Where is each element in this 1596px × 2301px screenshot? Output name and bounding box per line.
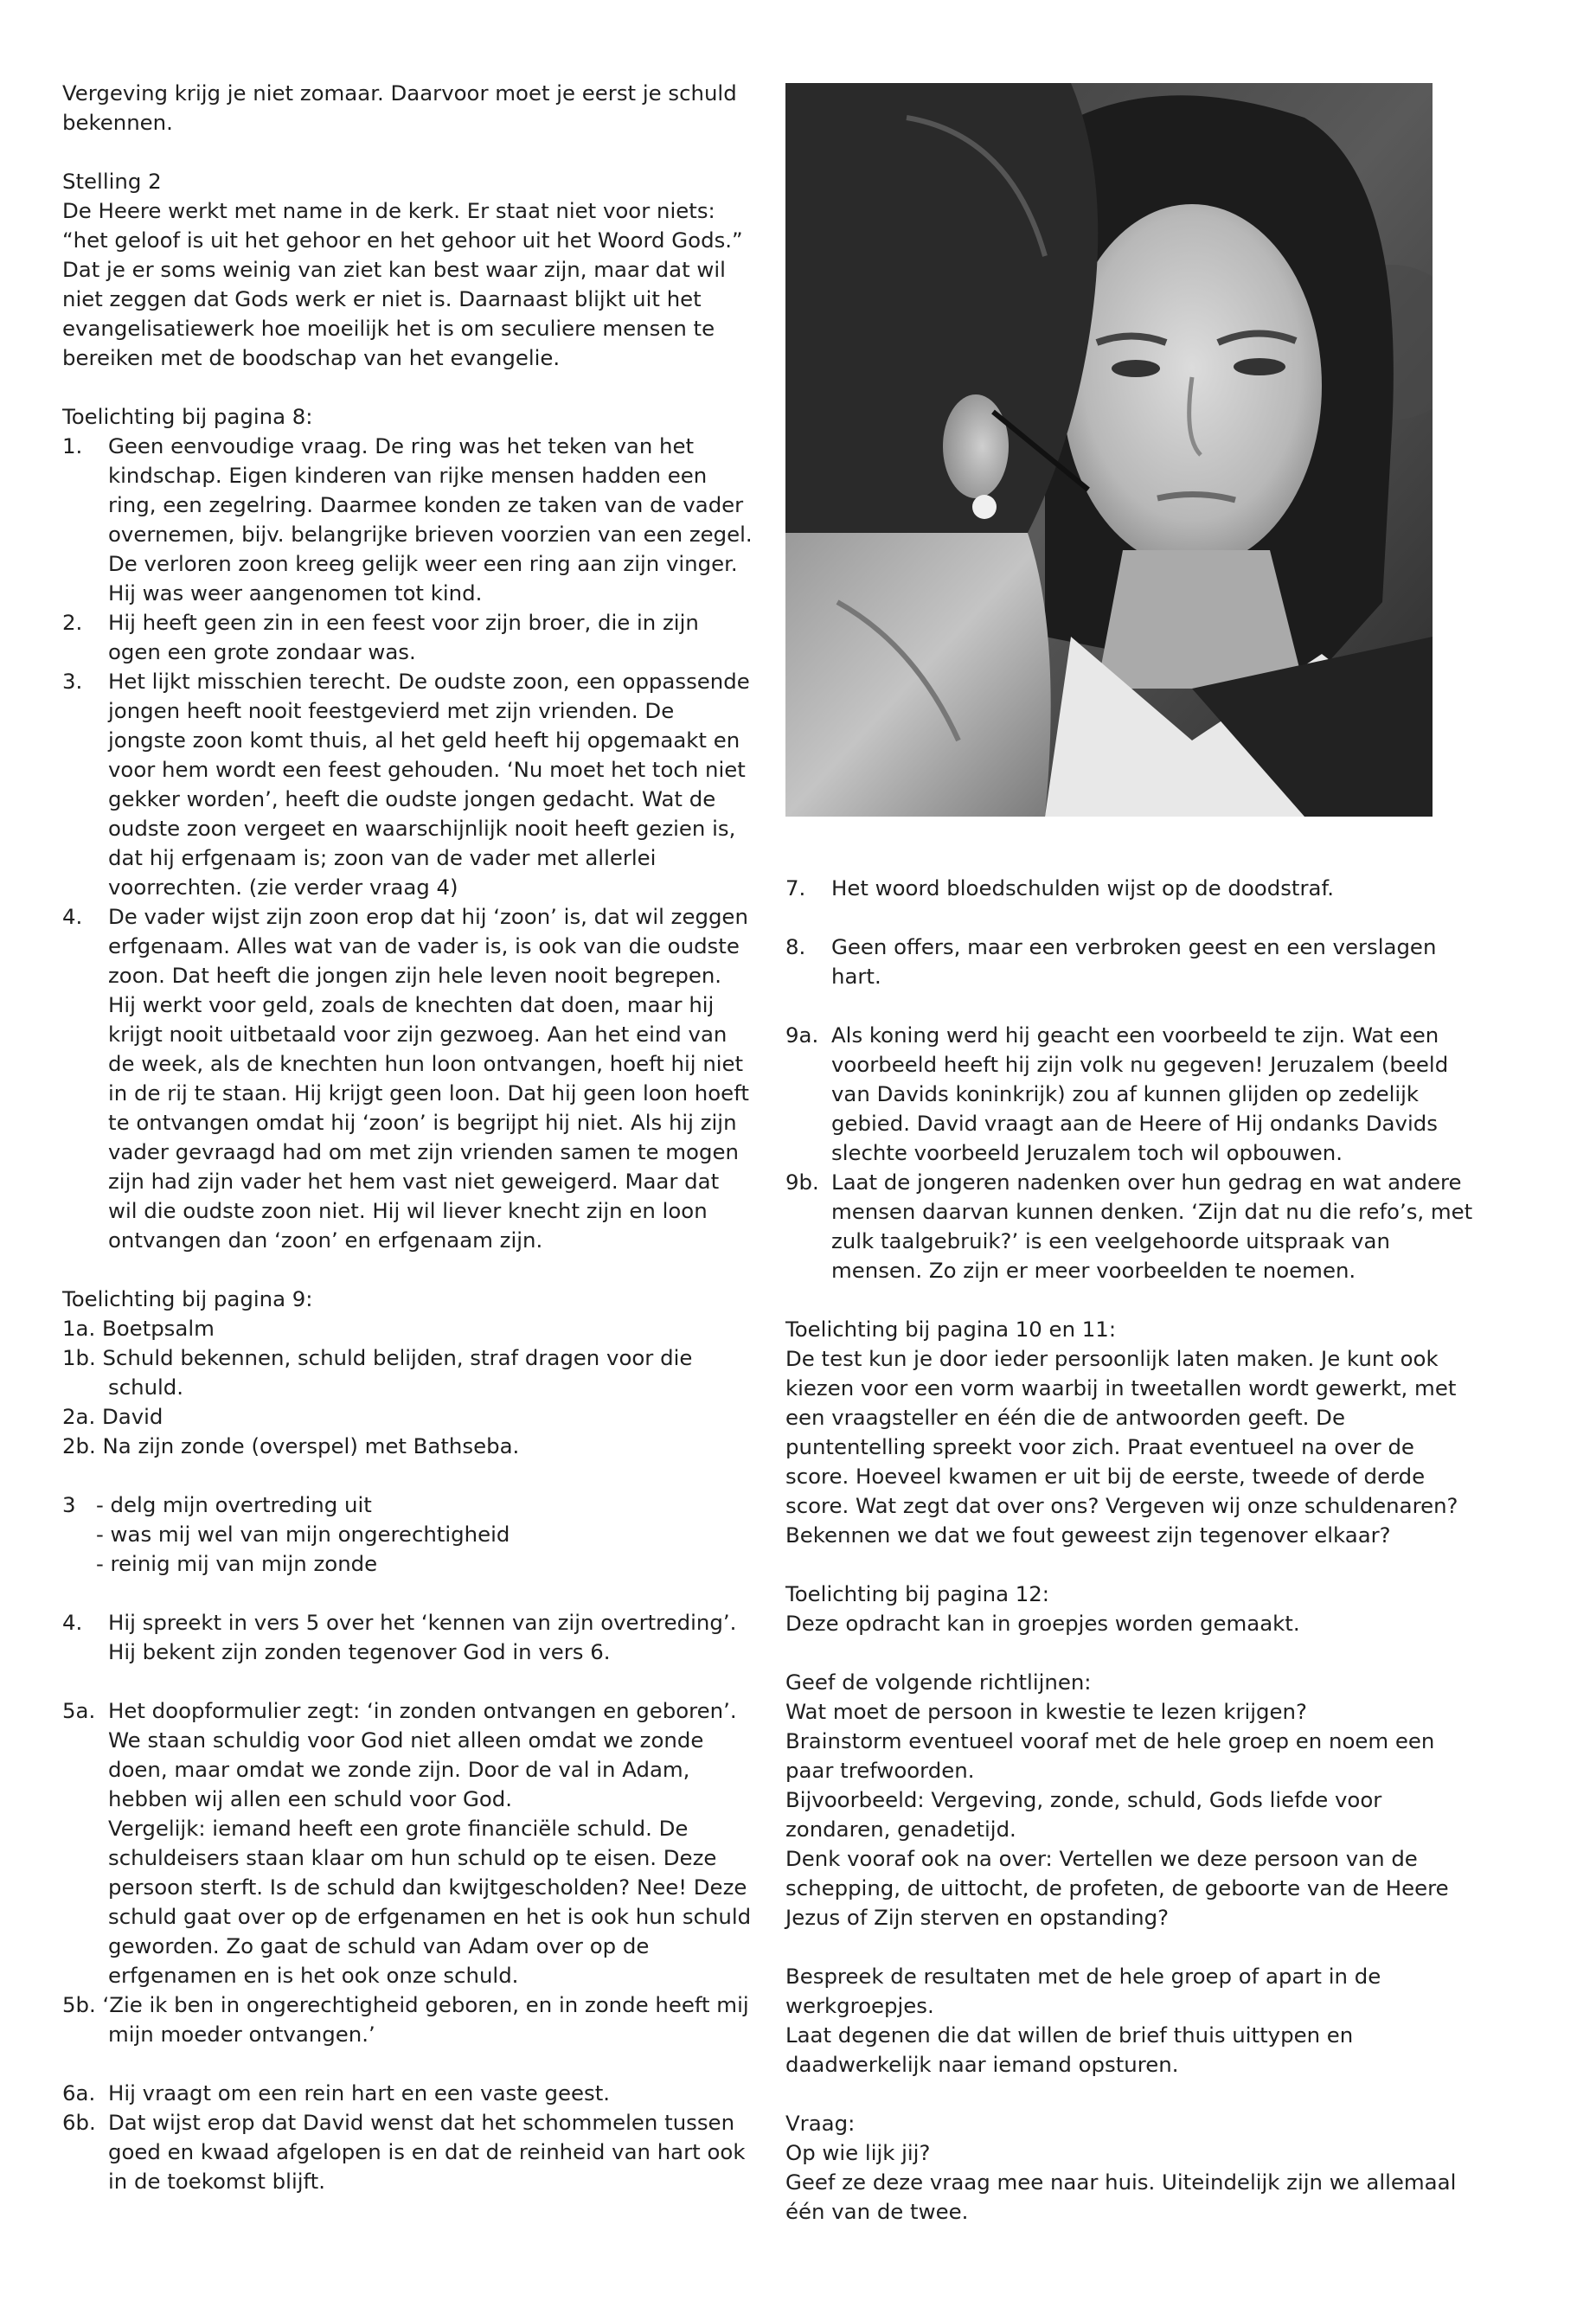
p9-item-6b <box>62 2108 754 2196</box>
item-8 <box>785 933 1477 991</box>
p9-item-6a <box>62 2079 754 2108</box>
vraag-text: Geef ze deze vraag mee naar huis. Uiteindelijk zijn we allemaal één van de twee. <box>785 2170 1457 2224</box>
p9-item-3 <box>62 1490 754 1579</box>
vraag-question: Op wie lijk jij? <box>785 2140 931 2165</box>
laat-text: Laat degenen die dat willen de brief thuis uittypen en daadwerkelijk naar iemand opsturen. <box>785 2022 1354 2077</box>
list-item-text: Geen offers, maar een verbroken geest en een verslagen hart. <box>831 934 1437 989</box>
list-item-number: 4. <box>62 904 83 929</box>
intro-text: Vergeving krijg je niet zomaar. Daarvoor moet je eerst je schuld bekennen. <box>62 80 737 135</box>
brainstorm-text: Brainstorm eventueel vooraf met de hele groep en noem een paar trefwoorden. <box>785 1728 1435 1783</box>
bespreek-text: Bespreek de resultaten met de hele groep of apart in de werkgroepjes. <box>785 1964 1381 2018</box>
p9-1b: 1b. Schuld bekennen, schuld belijden, straf dragen voor die schuld. <box>62 1345 693 1400</box>
list-item <box>62 608 754 667</box>
item-9a <box>785 1021 1477 1168</box>
p9-2a: 2a. David <box>62 1404 163 1429</box>
list-item-text: Laat de jongeren nadenken over hun gedrag en wat andere mensen daarvan kunnen denken. ‘Zijn dat nu die refo’s, met zulk taalgebruik?’ is een veelgehoorde uitspraak van mensen. Zo zijn er meer voorbeelden te noemen. <box>831 1170 1473 1283</box>
item-9b <box>785 1168 1477 1285</box>
p9-heading: Toelichting bij pagina 9: <box>62 1286 313 1311</box>
p9-3-line: - was mij wel van mijn ongerechtigheid <box>96 1522 510 1547</box>
p9-5b: 5b. ‘Zie ik ben in ongerechtigheid geboren, en in zonde heeft mij mijn moeder ontvangen.’ <box>62 1992 749 2047</box>
p8-heading: Toelichting bij pagina 8: <box>62 404 313 429</box>
richtlijnen-heading: Geef de volgende richtlijnen: <box>785 1670 1092 1695</box>
list-item-text-continued: Vergelijk: iemand heeft een grote financiële schuld. De schuldeisers staan klaar om hun schuld op te eisen. Deze persoon sterft. Is de schuld dan kwijtgescholden? Nee! Deze schuld gaat over op de erfgenamen en het is ook hun schuld geworden. Zo gaat de schuld van Adam over op de erfgenamen en is het ook onze schuld. <box>108 1816 752 1988</box>
p9-item-4 <box>62 1608 754 1667</box>
list-item <box>62 902 754 1255</box>
list-item-text: Als koning werd hij geacht een voorbeeld te zijn. Wat een voorbeeld heeft hij zijn volk nu gegeven! Jeruzalem (beeld van Davids koninkrijk) zou af kunnen glijden op zedelijk gebied. David vraagt aan de Heere of Hij ondanks Davids slechte voorbeeld Jeruzalem toch wil opbouwen. <box>831 1022 1449 1165</box>
list-item <box>62 432 754 608</box>
p9-1a: 1a. Boetpsalm <box>62 1316 215 1341</box>
left-column <box>62 79 754 2196</box>
p12-heading: Toelichting bij pagina 12: <box>785 1581 1050 1606</box>
item-7 <box>785 874 1477 903</box>
p9-item-5a <box>62 1696 754 1990</box>
p1011-heading: Toelichting bij pagina 10 en 11: <box>785 1317 1117 1342</box>
list-item-number: 5a. <box>62 1698 96 1723</box>
list-item-text: Geen eenvoudige vraag. De ring was het teken van het kindschap. Eigen kinderen van rijke mensen hadden een ring, een zegelring. Daarmee konden ze taken van de vader overnemen, bijv. belangrijke brieven voorzien van een zegel. De verloren zoon kreeg gelijk weer een ring aan zijn vinger. Hij was weer aangenomen tot kind. <box>108 433 753 606</box>
bijvoorbeeld-text: Bijvoorbeeld: Vergeving, zonde, schuld, Gods liefde voor zondaren, genadetijd. <box>785 1787 1382 1842</box>
stelling-title: Stelling 2 <box>62 169 162 194</box>
p9-3-line: - delg mijn overtreding uit <box>96 1492 372 1517</box>
richtlijnen-question: Wat moet de persoon in kwestie te lezen krijgen? <box>785 1699 1307 1724</box>
right-column <box>785 874 1477 2227</box>
list-item-number: 3. <box>62 669 83 694</box>
p9-3-line: - reinig mij van mijn zonde <box>96 1551 378 1576</box>
list-item-text: Het lijkt misschien terecht. De oudste zoon, een oppassende jongen heeft nooit feestgevierd met zijn vrienden. De jongste zoon komt thuis, al het geld heeft hij opgemaakt en voor hem wordt een feest gehouden. ‘Nu moet het toch niet gekker worden’, heeft die oudste jongen gedacht. Wat de oudste zoon vergeet en waarschijnlijk nooit heeft gezien is, dat hij erfgenaam is; zoon van de vader met allerlei voorrechten. (zie verder vraag 4) <box>108 669 750 900</box>
p9-2b: 2b. Na zijn zonde (overspel) met Bathseba. <box>62 1433 520 1458</box>
list-item-number: 8. <box>785 934 806 959</box>
list-item-text: Hij heeft geen zin in een feest voor zijn broer, die in zijn ogen een grote zondaar was. <box>108 610 699 664</box>
list-item-text: Het doopformulier zegt: ‘in zonden ontvangen en geboren’. We staan schuldig voor God niet alleen omdat we zonde doen, maar omdat we zonde zijn. Door de val in Adam, hebben wij allen een schuld voor God. <box>108 1698 737 1811</box>
list-item-number: 6b. <box>62 2110 96 2135</box>
list-item-number: 2. <box>62 610 83 635</box>
photo-two-women <box>785 83 1433 817</box>
list-item-number: 1. <box>62 433 83 458</box>
list-item-number: 9a. <box>785 1022 819 1048</box>
list-item-number: 7. <box>785 875 806 901</box>
stelling-text: De Heere werkt met name in de kerk. Er staat niet voor niets: “het geloof is uit het gehoor en het gehoor uit het Woord Gods.” Dat je er soms weinig van ziet kan best waar zijn, maar dat wil niet zeggen dat Gods werk er niet is. Daarnaast blijkt uit het evangelisatiewerk hoe moeilijk het is om seculiere mensen te bereiken met de boodschap van het evangelie. <box>62 198 743 370</box>
list-item-number: 4. <box>62 1610 83 1635</box>
list-item-number: 9b. <box>785 1170 819 1195</box>
list-item-text: Het woord bloedschulden wijst op de doodstraf. <box>831 875 1335 901</box>
list-item-text: Hij spreekt in vers 5 over het ‘kennen van zijn overtreding’. Hij bekent zijn zonden tegenover God in vers 6. <box>108 1610 737 1664</box>
list-item <box>62 667 754 902</box>
p12-text: Deze opdracht kan in groepjes worden gemaakt. <box>785 1611 1300 1636</box>
list-item-text: De vader wijst zijn zoon erop dat hij ‘zoon’ is, dat wil zeggen erfgenaam. Alles wat van de vader is, is ook van die oudste zoon. Dat heeft die jongen zijn hele leven nooit begrepen. Hij werkt voor geld, zoals de knechten dat doen, maar hij krijgt nooit uitbetaald voor zijn gezwoeg. Aan het eind van de week, als de knechten hun loon ontvangen, hoeft hij niet in de rij te staan. Hij krijgt geen loon. Dat hij geen loon hoeft te ontvangen omdat hij ‘zoon’ is begrijpt hij niet. Als hij zijn vader gevraagd had om met zijn vrienden samen te mogen zijn had zijn vader het hem vast niet geweigerd. Maar dat wil die oudste zoon niet. Hij wil liever knecht zijn en loon ontvangen dan ‘zoon’ en erfgenaam zijn. <box>108 904 749 1253</box>
p1011-text: De test kun je door ieder persoonlijk laten maken. Je kunt ook kiezen voor een vorm waarbij in tweetallen wordt gewerkt, met een vraagsteller en één die de antwoorden geeft. De puntentelling spreekt voor zich. Praat eventueel na over de score. Hoeveel kwamen er uit bij de eerste, tweede of derde score. Wat zegt dat over ons? Vergeven wij onze schuldenaren? Bekennen we dat we fout geweest zijn tegenover elkaar? <box>785 1346 1458 1548</box>
vraag-heading: Vraag: <box>785 2111 856 2136</box>
denk-text: Denk vooraf ook na over: Vertellen we deze persoon van de schepping, de uittocht, de profeten, de geboorte van de Heere Jezus of Zijn sterven en opstanding? <box>785 1846 1449 1930</box>
list-item-text: Hij vraagt om een rein hart en een vaste geest. <box>108 2080 611 2106</box>
list-item-text: Dat wijst erop dat David wenst dat het schommelen tussen goed en kwaad afgelopen is en dat de reinheid van hart ook in de toekomst blijft. <box>108 2110 746 2194</box>
list-item-number: 6a. <box>62 2080 96 2106</box>
list-item-number: 3 <box>62 1492 76 1517</box>
